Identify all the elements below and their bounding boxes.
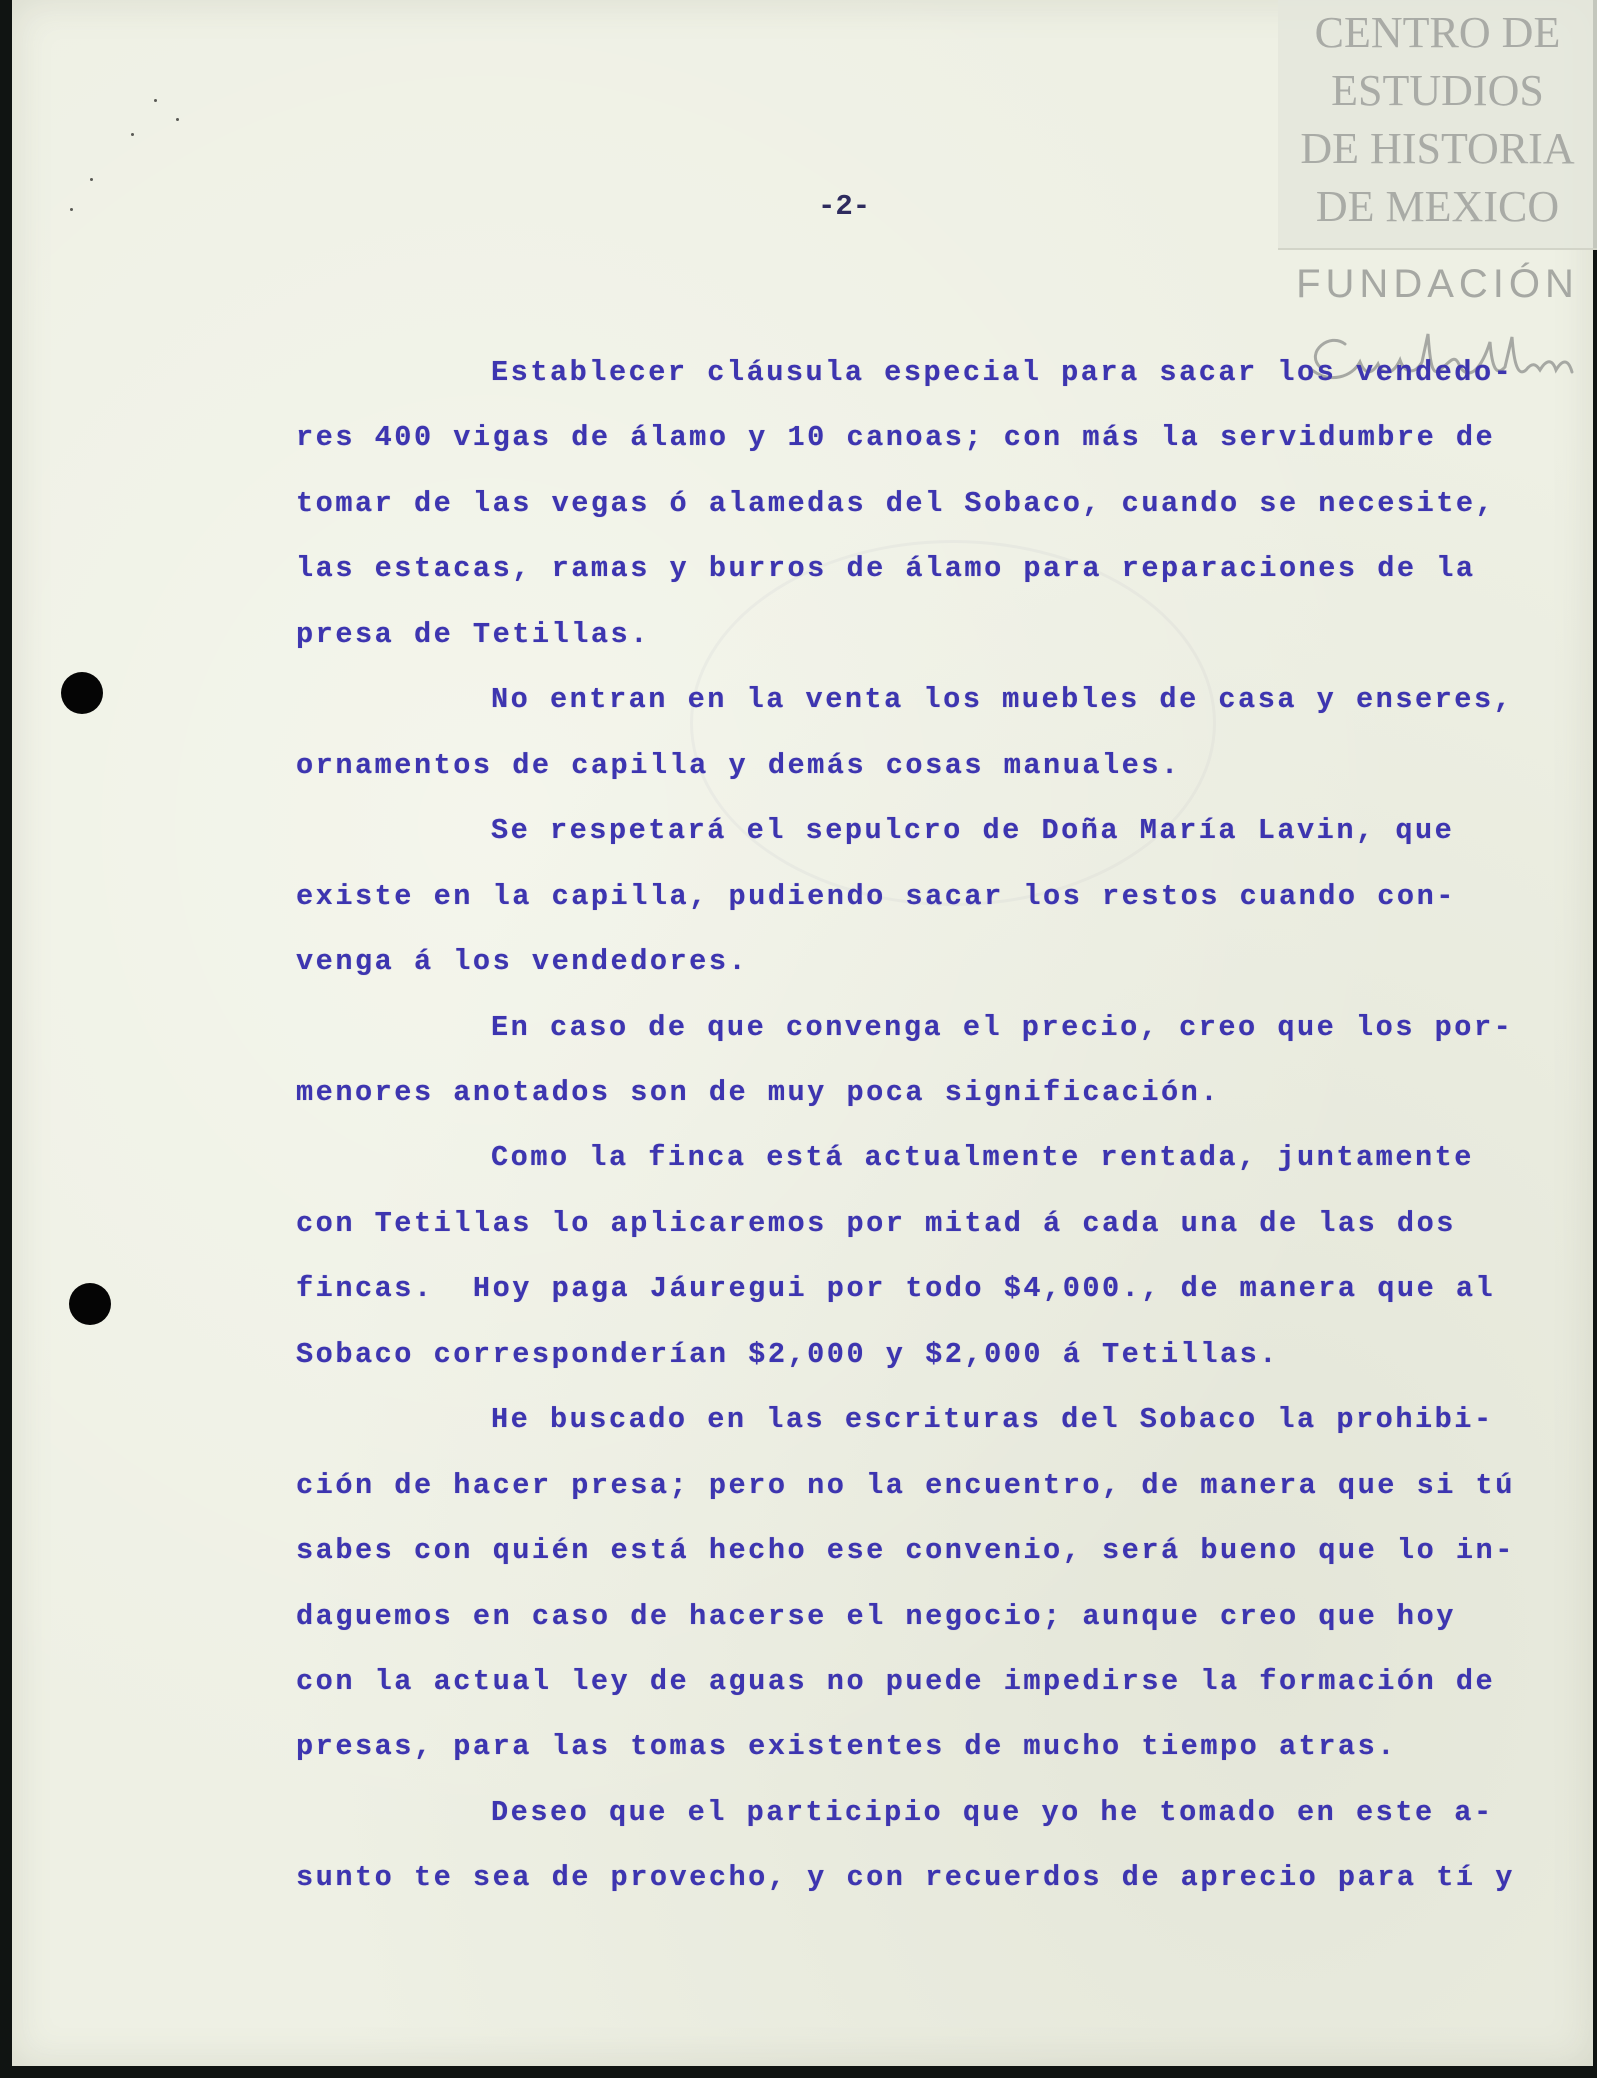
watermark-line-4: DE MEXICO bbox=[1315, 182, 1560, 231]
text-line: menores anotados son de muy poca significación. bbox=[296, 1076, 1220, 1109]
paper-speck bbox=[131, 133, 134, 136]
text-line: Se respetará el sepulcro de Doña María Lavin, que bbox=[491, 814, 1455, 847]
text-line: con la actual ley de aguas no puede impedirse la formación de bbox=[296, 1665, 1496, 1698]
text-line: Deseo que el participio que yo he tomado en este a- bbox=[491, 1796, 1494, 1829]
text-line: presas, para las tomas existentes de mucho tiempo atras. bbox=[296, 1730, 1397, 1763]
text-line: Sobaco corresponderían $2,000 y $2,000 á Tetillas. bbox=[296, 1338, 1279, 1371]
page-number: -2- bbox=[818, 190, 871, 223]
paper-speck bbox=[176, 118, 179, 121]
text-line: venga á los vendedores. bbox=[296, 945, 749, 978]
paper-speck bbox=[154, 99, 157, 102]
text-line: Como la finca está actualmente rentada, juntamente bbox=[491, 1141, 1474, 1174]
watermark-fundacion: FUNDACIÓN bbox=[1296, 262, 1579, 306]
text-line: con Tetillas lo aplicaremos por mitad á cada una de las dos bbox=[296, 1207, 1456, 1240]
text-line: ornamentos de capilla y demás cosas manuales. bbox=[296, 749, 1181, 782]
punch-hole bbox=[61, 672, 103, 714]
text-line: las estacas, ramas y burros de álamo para reparaciones de la bbox=[296, 552, 1476, 585]
text-line: tomar de las vegas ó alamedas del Sobaco, cuando se necesite, bbox=[296, 487, 1496, 520]
text-line: presa de Tetillas. bbox=[296, 618, 650, 651]
text-line: He buscado en las escrituras del Sobaco la prohibi- bbox=[491, 1403, 1494, 1436]
faded-stamp bbox=[690, 540, 1216, 906]
paper-speck bbox=[70, 208, 73, 211]
text-line: En caso de que convenga el precio, creo que los por- bbox=[491, 1011, 1514, 1044]
text-line: sabes con quién está hecho ese convenio, será bueno que lo in- bbox=[296, 1534, 1515, 1567]
text-line: ción de hacer presa; pero no la encuentro, de manera que si tú bbox=[296, 1469, 1515, 1502]
text-line: Establecer cláusula especial para sacar los vendedo- bbox=[491, 356, 1514, 389]
watermark-line-3: DE HISTORIA bbox=[1300, 124, 1575, 173]
text-line: sunto te sea de provecho, y con recuerdos de aprecio para tí y bbox=[296, 1861, 1515, 1894]
watermark-line-2: ESTUDIOS bbox=[1331, 66, 1544, 115]
watermark-line-1: CENTRO DE bbox=[1314, 8, 1561, 57]
text-line: daguemos en caso de hacerse el negocio; aunque creo que hoy bbox=[296, 1600, 1456, 1633]
punch-hole bbox=[69, 1283, 111, 1325]
text-line: No entran en la venta los muebles de casa y enseres, bbox=[491, 683, 1514, 716]
text-line: res 400 vigas de álamo y 10 canoas; con más la servidumbre de bbox=[296, 421, 1496, 454]
paper-speck bbox=[90, 178, 93, 181]
text-line: fincas. Hoy paga Jáuregui por todo $4,000., de manera que al bbox=[296, 1272, 1496, 1305]
text-line: existe en la capilla, pudiendo sacar los restos cuando con- bbox=[296, 880, 1456, 913]
